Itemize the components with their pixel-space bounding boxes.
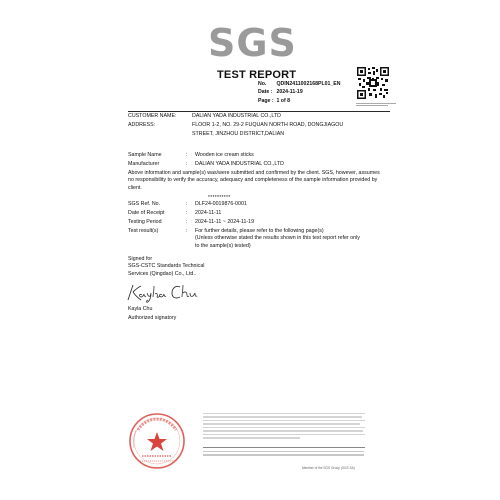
report-date-value: 2024-11-19	[276, 89, 303, 95]
receipt-row	[128, 210, 390, 218]
signatory-role: Authorized signatory	[128, 315, 177, 321]
testing-period-value: 2024-11-11 ~ 2024-11-19	[195, 219, 255, 225]
test-results-label: Test result(s)	[128, 228, 159, 234]
customer-name-row	[128, 113, 390, 121]
receipt-label: Date of Receipt	[128, 210, 165, 216]
address-row	[128, 122, 390, 138]
testing-period-separator: :	[186, 219, 188, 225]
report-page-value: 1 of 8	[276, 98, 291, 104]
signed-for-line-1: Signed for	[128, 256, 153, 262]
qr-caption	[356, 102, 396, 107]
testing-period-label: Testing Period	[128, 219, 162, 225]
report-title: TEST REPORT	[217, 69, 297, 81]
sample-name-label: Sample Name	[128, 152, 162, 158]
red-seal-stamp	[124, 410, 190, 472]
report-page-label: Page :	[258, 98, 274, 104]
sgs-ref-row	[128, 201, 390, 209]
signed-for-block	[128, 256, 268, 278]
test-results-line-3: to the sample(s) tested)	[195, 242, 251, 249]
test-results-row	[128, 228, 390, 252]
report-date-label: Date :	[258, 89, 273, 95]
footer-contact-block	[292, 451, 364, 458]
manufacturer-row	[128, 161, 390, 169]
report-number-label: No.	[258, 81, 267, 87]
receipt-value: 2024-11-11	[195, 210, 222, 216]
sample-name-separator: :	[186, 152, 188, 158]
signed-for-line-3: Services (Qingdao) Co., Ltd..	[128, 270, 197, 277]
signed-for-line-2: SGS-CSTC Standards Technical	[128, 263, 205, 270]
handwritten-signature	[124, 282, 204, 304]
footer-rule	[203, 447, 365, 448]
sgs-ref-value: DLF24-0019876-0001	[195, 201, 247, 207]
signatory-name: Kayla Chu	[128, 306, 153, 312]
receipt-separator: :	[186, 210, 188, 216]
manufacturer-label: Manufacturer	[128, 161, 160, 167]
sample-name-value: Wooden ice cream sticks	[195, 152, 254, 158]
test-results-line-2: (Unless otherwise stated the results shown in this test report refer only	[195, 235, 360, 242]
sgs-logo: SGS	[208, 21, 297, 65]
address-label: ADDRESS:	[128, 122, 156, 128]
testing-period-row	[128, 219, 390, 227]
header-rule	[128, 111, 390, 112]
customer-name-label: CUSTOMER NAME:	[128, 113, 177, 119]
sgs-group-member-note: Member of the SGS Group (SGS SA)	[302, 466, 355, 470]
report-page	[258, 98, 290, 104]
manufacturer-separator: :	[186, 161, 188, 167]
report-number	[258, 81, 340, 87]
terms-fine-print	[203, 413, 365, 441]
manufacturer-value: DALIAN YADA INDUSTRIAL CO.,LTD	[195, 161, 284, 167]
test-results-separator: :	[186, 228, 188, 234]
test-results-line-1: For further details, please refer to the following page(s)	[195, 228, 324, 234]
address-line-1: FLOOR 1-2, NO. 29-2 FUQUAN NORTH ROAD, DONGJIAGOU	[192, 122, 344, 128]
divider-stars: **********	[208, 195, 231, 201]
customer-name-value: DALIAN YADA INDUSTRIAL CO.,LTD	[192, 113, 281, 119]
sgs-ref-label: SGS Ref. No.	[128, 201, 161, 207]
address-line-2: STREET, JINZHOU DISTRICT,DALIAN	[192, 131, 285, 137]
report-number-value: QDIN2411002168PL01_EN	[276, 81, 341, 87]
disclaimer-text: Above information and sample(s) was/were submitted and confirmed by the client. SGS, however, assumes no responsibility to verify the accuracy, adequacy and completeness of the sample information provided by client.	[128, 170, 380, 191]
sample-name-row	[128, 152, 390, 160]
qr-code-icon	[356, 66, 390, 100]
report-date	[258, 89, 303, 95]
sgs-ref-separator: :	[186, 201, 188, 207]
